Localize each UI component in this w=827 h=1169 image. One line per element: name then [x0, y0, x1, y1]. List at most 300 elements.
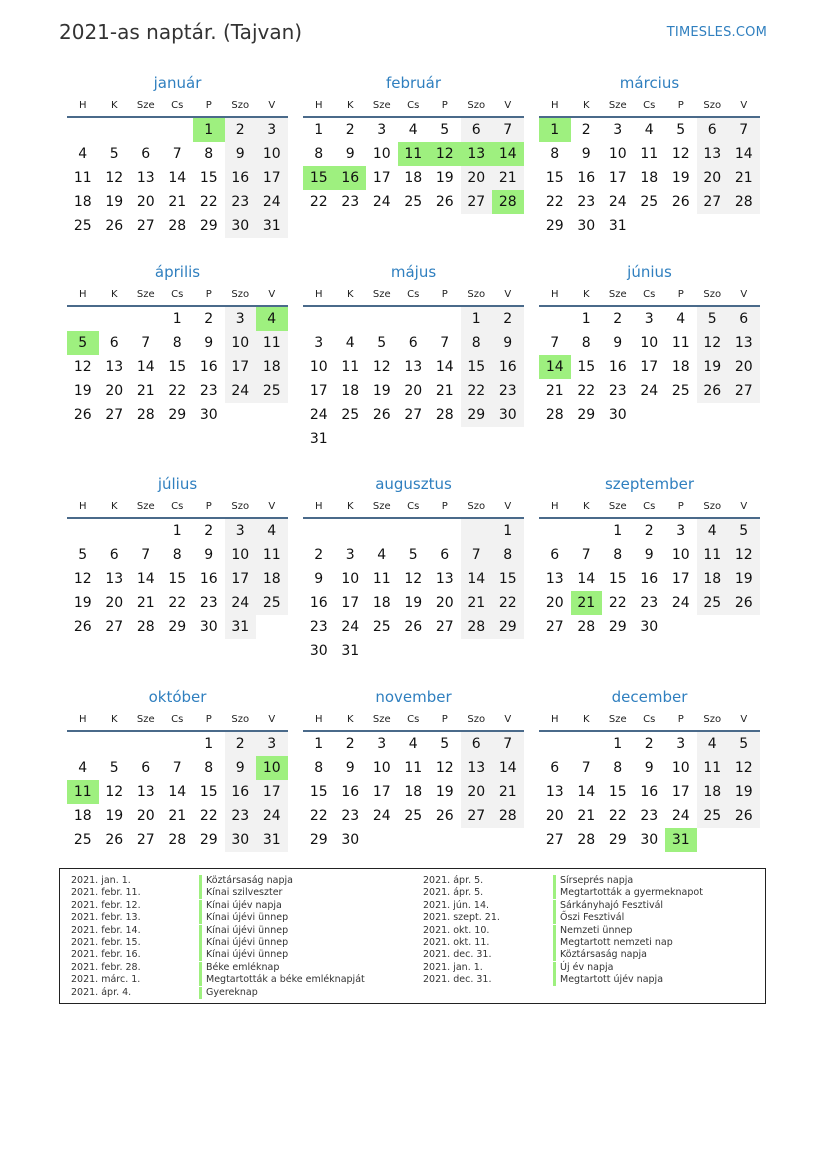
day-cell: 2 — [204, 311, 214, 327]
month-name: május — [390, 263, 437, 281]
day-cell: 24 — [256, 804, 288, 828]
day-cell: 1 — [492, 519, 524, 543]
empty-day-cell — [366, 519, 398, 543]
day-cell: 19 — [435, 784, 454, 800]
weekday-label: Szo — [467, 99, 486, 111]
holiday-day-cell: 11 — [398, 142, 430, 166]
day-cell: 25 — [404, 194, 423, 210]
day-cell: 29 — [461, 403, 493, 427]
day-cell: 6 — [109, 547, 119, 563]
weekday-label: P — [441, 500, 448, 512]
day-cell: 7 — [492, 118, 524, 142]
weekday-label: K — [110, 288, 118, 300]
empty-day-cell — [366, 828, 398, 852]
day-cell: 4 — [408, 122, 418, 138]
day-cell: 19 — [728, 780, 760, 804]
weekday-label: V — [268, 99, 276, 111]
day-cell: 5 — [440, 736, 450, 752]
weekday-label: Szo — [703, 99, 722, 111]
day-cell: 27 — [545, 832, 564, 848]
legend-holiday-name: Béke emléknap — [199, 962, 279, 974]
day-cell: 6 — [728, 307, 760, 331]
weekday-label: Cs — [407, 500, 420, 512]
day-cell: 28 — [461, 615, 493, 639]
day-cell: 4 — [408, 736, 418, 752]
day-cell: 9 — [644, 760, 654, 776]
weekday-header — [539, 495, 760, 519]
day-cell: 13 — [105, 359, 124, 375]
weekday-label: H — [314, 713, 323, 725]
month-calendar — [67, 261, 288, 427]
day-cell: 21 — [728, 166, 760, 190]
day-cell: 24 — [372, 194, 391, 210]
legend-date: 2021. febr. 13. — [71, 912, 141, 924]
day-cell: 12 — [105, 784, 124, 800]
empty-day-cell — [634, 214, 666, 238]
empty-day-cell — [665, 403, 697, 427]
day-cell: 1 — [613, 523, 623, 539]
month-calendar — [303, 473, 524, 663]
day-grid — [539, 732, 760, 852]
day-cell: 4 — [697, 732, 729, 756]
day-cell: 10 — [671, 760, 690, 776]
day-cell: 25 — [640, 194, 659, 210]
weekday-label: V — [740, 288, 748, 300]
empty-day-cell — [67, 732, 99, 756]
day-cell: 24 — [608, 194, 627, 210]
day-cell: 16 — [199, 571, 218, 587]
day-cell: 5 — [697, 307, 729, 331]
day-cell: 5 — [440, 122, 450, 138]
day-cell: 8 — [314, 146, 324, 162]
weekday-label: Cs — [643, 99, 656, 111]
day-cell: 22 — [461, 379, 493, 403]
weekday-label: H — [314, 99, 323, 111]
day-cell: 20 — [545, 595, 564, 611]
day-cell: 3 — [345, 547, 355, 563]
weekday-label: H — [78, 99, 87, 111]
month-name: január — [153, 74, 202, 92]
month-name: november — [375, 688, 452, 706]
empty-day-cell — [429, 519, 461, 543]
day-cell: 25 — [697, 804, 729, 828]
month-calendar — [67, 686, 288, 852]
weekday-label: Szo — [467, 713, 486, 725]
day-cell: 30 — [225, 214, 257, 238]
day-cell: 25 — [256, 591, 288, 615]
legend-date: 2021. dec. 31. — [423, 974, 492, 986]
day-cell: 23 — [608, 383, 627, 399]
empty-day-cell — [398, 828, 430, 852]
month-name: október — [148, 688, 207, 706]
weekday-label: H — [550, 713, 559, 725]
day-cell: 13 — [136, 170, 155, 186]
day-cell: 13 — [545, 571, 564, 587]
day-cell: 9 — [345, 146, 355, 162]
day-cell: 9 — [345, 760, 355, 776]
day-grid — [67, 732, 288, 852]
day-cell: 12 — [697, 331, 729, 355]
weekday-label: Sze — [608, 713, 627, 725]
day-cell: 14 — [435, 359, 454, 375]
day-cell: 11 — [671, 335, 690, 351]
day-grid — [303, 732, 524, 852]
weekday-label: K — [346, 99, 354, 111]
day-cell: 20 — [136, 808, 155, 824]
day-cell: 27 — [404, 407, 423, 423]
empty-day-cell — [697, 615, 729, 639]
day-cell: 17 — [671, 571, 690, 587]
day-cell: 10 — [341, 571, 360, 587]
page-title: 2021-as naptár. (Tajvan) — [59, 20, 303, 44]
brand-link[interactable]: TIMESLES.COM — [666, 25, 767, 40]
day-cell: 9 — [492, 331, 524, 355]
day-cell: 18 — [73, 808, 92, 824]
empty-day-cell — [665, 615, 697, 639]
day-cell: 21 — [461, 591, 493, 615]
holiday-day-cell: 14 — [492, 142, 524, 166]
empty-day-cell — [539, 732, 571, 756]
weekday-label: V — [504, 713, 512, 725]
empty-day-cell — [429, 828, 461, 852]
legend-holiday-name: Köztársaság napja — [553, 949, 647, 961]
weekday-label: Cs — [171, 500, 184, 512]
day-cell: 9 — [314, 571, 324, 587]
day-cell: 28 — [492, 804, 524, 828]
weekday-header — [539, 94, 760, 118]
weekday-header — [303, 283, 524, 307]
day-cell: 30 — [577, 218, 596, 234]
day-cell: 18 — [404, 784, 423, 800]
day-cell: 5 — [676, 122, 686, 138]
weekday-label: Cs — [171, 99, 184, 111]
day-cell: 31 — [608, 218, 627, 234]
day-cell: 27 — [435, 619, 454, 635]
legend-date: 2021. jan. 1. — [71, 875, 131, 886]
day-cell: 30 — [492, 403, 524, 427]
day-cell: 12 — [728, 543, 760, 567]
day-cell: 21 — [136, 383, 155, 399]
empty-day-cell — [461, 519, 493, 543]
day-cell: 21 — [168, 194, 187, 210]
day-cell: 10 — [256, 142, 288, 166]
holiday-day-cell: 5 — [67, 331, 99, 355]
day-cell: 8 — [204, 146, 214, 162]
empty-day-cell — [492, 427, 524, 451]
day-cell: 22 — [168, 595, 187, 611]
legend-holiday-name: Sírseprés napja — [553, 875, 633, 887]
day-cell: 28 — [728, 190, 760, 214]
day-cell: 3 — [613, 122, 623, 138]
day-grid — [67, 118, 288, 238]
day-cell: 16 — [608, 359, 627, 375]
day-cell: 9 — [644, 547, 654, 563]
day-cell: 19 — [728, 567, 760, 591]
holiday-day-cell: 15 — [303, 166, 335, 190]
day-cell: 31 — [341, 643, 360, 659]
day-cell: 27 — [545, 619, 564, 635]
empty-day-cell — [697, 828, 729, 852]
weekday-label: H — [314, 500, 323, 512]
empty-day-cell — [130, 732, 162, 756]
day-cell: 21 — [545, 383, 564, 399]
day-cell: 27 — [105, 407, 124, 423]
weekday-header — [303, 94, 524, 118]
day-cell: 17 — [640, 359, 659, 375]
day-cell: 17 — [256, 780, 288, 804]
empty-day-cell — [303, 307, 335, 331]
day-cell: 16 — [225, 166, 257, 190]
legend-holiday-name: Köztársaság napja — [199, 875, 293, 887]
day-cell: 26 — [73, 619, 92, 635]
day-cell: 10 — [608, 146, 627, 162]
day-cell: 17 — [372, 170, 391, 186]
day-cell: 16 — [199, 359, 218, 375]
day-cell: 28 — [577, 619, 596, 635]
day-cell: 7 — [141, 547, 151, 563]
day-cell: 24 — [225, 591, 257, 615]
day-cell: 18 — [256, 355, 288, 379]
holiday-day-cell: 31 — [665, 828, 697, 852]
month-calendar — [539, 473, 760, 639]
weekday-label: Szo — [231, 288, 250, 300]
day-cell: 26 — [105, 832, 124, 848]
weekday-label: P — [441, 288, 448, 300]
day-cell: 7 — [461, 543, 493, 567]
day-cell: 2 — [581, 122, 591, 138]
empty-day-cell — [335, 427, 367, 451]
legend-date: 2021. febr. 15. — [71, 936, 141, 948]
holiday-day-cell: 4 — [256, 307, 288, 331]
day-cell: 14 — [577, 784, 596, 800]
day-cell: 30 — [640, 832, 659, 848]
day-cell: 13 — [461, 756, 493, 780]
empty-day-cell — [67, 307, 99, 331]
day-cell: 29 — [492, 615, 524, 639]
day-cell: 12 — [404, 571, 423, 587]
day-cell: 5 — [377, 335, 387, 351]
day-cell: 3 — [256, 732, 288, 756]
day-grid — [539, 118, 760, 238]
day-cell: 26 — [671, 194, 690, 210]
empty-day-cell — [256, 615, 288, 639]
empty-day-cell — [697, 403, 729, 427]
weekday-label: Cs — [407, 99, 420, 111]
day-cell: 6 — [141, 146, 151, 162]
day-cell: 2 — [644, 736, 654, 752]
day-cell: 13 — [105, 571, 124, 587]
day-cell: 9 — [613, 335, 623, 351]
day-cell: 21 — [168, 808, 187, 824]
day-cell: 8 — [314, 760, 324, 776]
month-calendar — [539, 686, 760, 852]
weekday-label: Cs — [171, 288, 184, 300]
day-cell: 14 — [492, 756, 524, 780]
day-cell: 7 — [728, 118, 760, 142]
day-cell: 21 — [492, 780, 524, 804]
day-cell: 1 — [613, 736, 623, 752]
day-cell: 13 — [435, 571, 454, 587]
day-cell: 26 — [728, 804, 760, 828]
day-cell: 18 — [404, 170, 423, 186]
empty-day-cell — [492, 828, 524, 852]
day-cell: 23 — [309, 619, 328, 635]
day-cell: 22 — [608, 595, 627, 611]
empty-day-cell — [539, 307, 571, 331]
day-cell: 2 — [644, 523, 654, 539]
day-cell: 18 — [341, 383, 360, 399]
day-cell: 3 — [676, 523, 686, 539]
day-cell: 20 — [105, 383, 124, 399]
day-cell: 11 — [256, 543, 288, 567]
legend-holiday-name: Kínai újévi ünnep — [199, 949, 288, 961]
day-cell: 16 — [640, 571, 659, 587]
weekday-label: Sze — [372, 99, 391, 111]
day-cell: 19 — [73, 383, 92, 399]
day-cell: 29 — [545, 218, 564, 234]
day-cell: 21 — [492, 166, 524, 190]
day-cell: 28 — [577, 832, 596, 848]
day-cell: 2 — [345, 736, 355, 752]
weekday-label: Sze — [136, 288, 155, 300]
legend-date: 2021. jan. 1. — [423, 961, 483, 973]
day-cell: 22 — [577, 383, 596, 399]
empty-day-cell — [366, 639, 398, 663]
day-cell: 23 — [199, 383, 218, 399]
empty-day-cell — [728, 403, 760, 427]
empty-day-cell — [492, 639, 524, 663]
day-cell: 22 — [545, 194, 564, 210]
weekday-label: Sze — [136, 713, 155, 725]
weekday-label: Cs — [407, 713, 420, 725]
month-name: július — [157, 475, 198, 493]
day-cell: 29 — [168, 619, 187, 635]
day-cell: 22 — [168, 383, 187, 399]
day-cell: 28 — [168, 218, 187, 234]
holiday-day-cell: 1 — [193, 118, 225, 142]
day-cell: 19 — [697, 355, 729, 379]
day-cell: 7 — [492, 732, 524, 756]
day-cell: 6 — [697, 118, 729, 142]
day-cell: 26 — [728, 591, 760, 615]
day-cell: 15 — [577, 359, 596, 375]
legend-holiday-name: Kínai újév napja — [199, 900, 282, 912]
weekday-label: P — [677, 713, 684, 725]
weekday-label: V — [504, 500, 512, 512]
day-cell: 15 — [461, 355, 493, 379]
day-cell: 22 — [309, 808, 328, 824]
day-cell: 9 — [204, 547, 214, 563]
day-cell: 8 — [581, 335, 591, 351]
day-cell: 20 — [435, 595, 454, 611]
day-cell: 2 — [225, 118, 257, 142]
month-name: március — [619, 74, 680, 92]
day-cell: 27 — [136, 218, 155, 234]
empty-day-cell — [335, 519, 367, 543]
month-calendar — [67, 72, 288, 238]
day-cell: 19 — [435, 170, 454, 186]
day-cell: 3 — [676, 736, 686, 752]
day-cell: 6 — [461, 732, 493, 756]
day-cell: 4 — [78, 760, 88, 776]
empty-day-cell — [728, 828, 760, 852]
day-cell: 11 — [697, 543, 729, 567]
day-cell: 26 — [372, 407, 391, 423]
day-cell: 3 — [377, 122, 387, 138]
day-cell: 15 — [168, 571, 187, 587]
day-cell: 30 — [199, 407, 218, 423]
day-cell: 11 — [73, 170, 92, 186]
empty-day-cell — [366, 307, 398, 331]
legend-date: 2021. febr. 14. — [71, 924, 141, 936]
legend-date: 2021. okt. 10. — [423, 924, 490, 936]
day-cell: 25 — [697, 591, 729, 615]
day-cell: 10 — [309, 359, 328, 375]
day-cell: 23 — [199, 595, 218, 611]
day-cell: 15 — [199, 784, 218, 800]
day-cell: 23 — [492, 379, 524, 403]
holiday-day-cell: 21 — [571, 591, 603, 615]
day-cell: 28 — [136, 407, 155, 423]
day-cell: 29 — [199, 218, 218, 234]
legend-holiday-name: Megtartották a gyermeknapot — [553, 887, 703, 899]
empty-day-cell — [99, 118, 131, 142]
day-cell: 18 — [697, 780, 729, 804]
day-cell: 18 — [671, 359, 690, 375]
day-cell: 28 — [435, 407, 454, 423]
day-cell: 17 — [341, 595, 360, 611]
day-cell: 20 — [136, 194, 155, 210]
weekday-label: Sze — [136, 99, 155, 111]
day-cell: 8 — [172, 547, 182, 563]
holiday-day-cell: 11 — [67, 780, 99, 804]
month-calendar — [303, 261, 524, 451]
legend-date: 2021. febr. 28. — [71, 961, 141, 973]
day-cell: 15 — [168, 359, 187, 375]
day-cell: 10 — [640, 335, 659, 351]
holiday-day-cell: 28 — [492, 190, 524, 214]
holiday-day-cell: 16 — [335, 166, 367, 190]
weekday-label: P — [205, 713, 212, 725]
day-cell: 11 — [404, 760, 423, 776]
legend-holiday-name: Sárkányhajó Fesztivál — [553, 900, 663, 912]
empty-day-cell — [461, 427, 493, 451]
day-cell: 8 — [172, 335, 182, 351]
day-cell: 28 — [168, 832, 187, 848]
legend-date: 2021. márc. 1. — [71, 974, 141, 986]
empty-day-cell — [99, 307, 131, 331]
day-cell: 15 — [309, 784, 328, 800]
day-cell: 7 — [172, 760, 182, 776]
empty-day-cell — [162, 118, 194, 142]
day-cell: 11 — [341, 359, 360, 375]
day-cell: 3 — [314, 335, 324, 351]
empty-day-cell — [398, 307, 430, 331]
weekday-label: P — [205, 99, 212, 111]
weekday-label: Szo — [231, 713, 250, 725]
day-cell: 23 — [640, 808, 659, 824]
day-cell: 24 — [671, 595, 690, 611]
empty-day-cell — [67, 519, 99, 543]
weekday-label: H — [550, 288, 559, 300]
day-cell: 24 — [256, 190, 288, 214]
empty-day-cell — [697, 214, 729, 238]
weekday-label: H — [550, 99, 559, 111]
day-cell: 5 — [109, 760, 119, 776]
weekday-header — [67, 495, 288, 519]
weekday-label: K — [110, 713, 118, 725]
weekday-header — [539, 708, 760, 732]
